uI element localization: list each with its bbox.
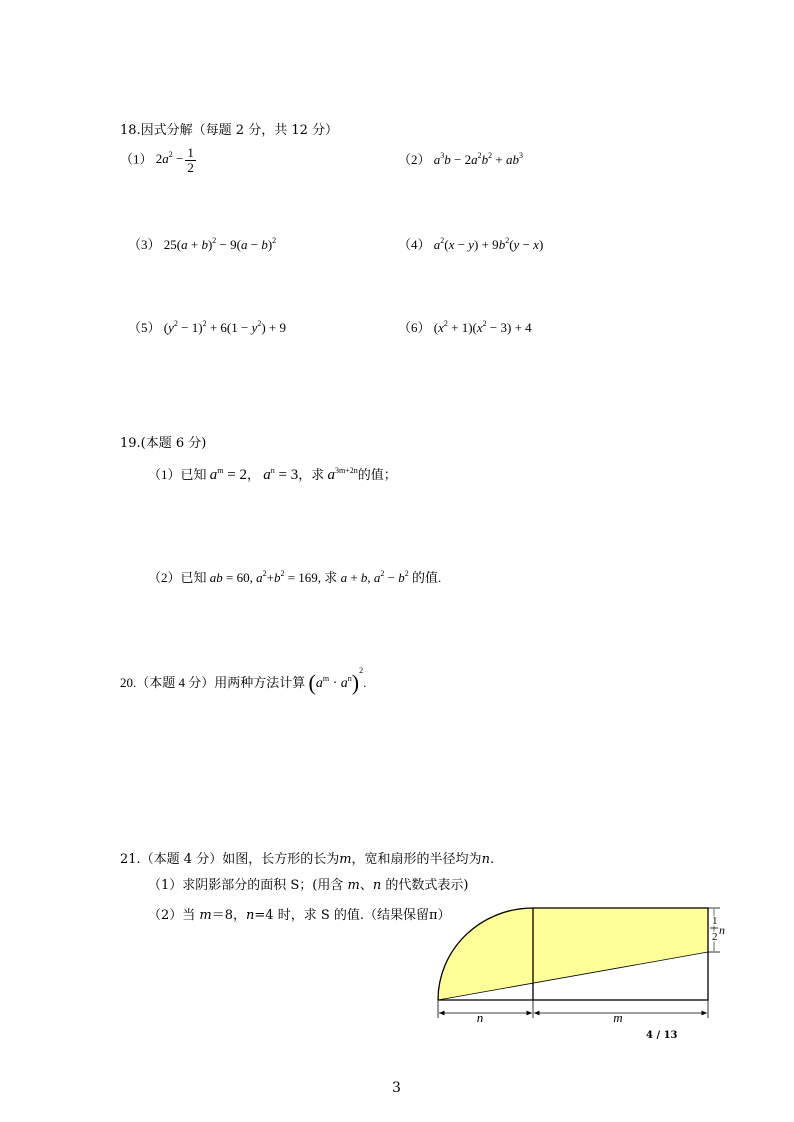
- q21-p1-a: （1）求阴影部分的面积 S；(用含: [148, 878, 344, 893]
- q20-end: .: [363, 675, 367, 690]
- q21-p2-c: =4 时，求 S 的值.（结果保留π）: [254, 908, 451, 923]
- q19-part-2: （2）已知 ab = 60, $a^2+b^2 = 169$, 求 a + b, $a^2 - b^2$ 的值.: [148, 569, 442, 585]
- q18-item-5: （5） $(y^2 - 1)^2 + 6(1 - y^2) + 9$: [128, 319, 287, 335]
- q19-p2-ask: 求: [324, 570, 338, 585]
- q19-title: 19.(本题 6 分): [120, 436, 207, 451]
- q21-title-c: .: [489, 852, 495, 867]
- half-num: 1: [712, 915, 718, 927]
- label-n: n: [476, 1010, 484, 1025]
- q21-p1-c: 的代数式表示): [385, 878, 469, 893]
- q18-item-6-label: （6）: [398, 320, 431, 335]
- q21-p2-m: m: [199, 908, 212, 923]
- q21-p2-n: n: [246, 908, 255, 923]
- q21-title: [120, 848, 494, 867]
- half-var: n: [719, 923, 725, 937]
- q18-item-2: （2） $a^3b - 2a^2b^2 + ab^3$: [398, 151, 523, 167]
- q21-p1-b: 、: [359, 878, 373, 893]
- q20-text: 20.（本题 4 分）用两种方法计算: [120, 675, 306, 690]
- q18-item-2-label: （2）: [398, 152, 431, 167]
- q21-title-a: 21.（本题 4 分）如图，长方形的长为: [120, 852, 340, 867]
- q21-var-n: n: [481, 852, 490, 867]
- q21-p1-n: n: [372, 878, 382, 893]
- page-number: 3: [392, 1080, 401, 1096]
- q19-p1-end: 的值；: [357, 467, 397, 482]
- q21-part-2: [148, 904, 451, 923]
- q18-item-4: （4） $a^2(x - y) + 9b^2(y - x)$: [398, 236, 544, 252]
- q18-item-3: （3） $25(a + b)^2 - 9(a - b)^2$: [128, 236, 277, 252]
- q21-p1-m: m: [347, 878, 360, 893]
- q21-p2-b: ＝8，: [211, 908, 247, 923]
- q18-item-4-label: （4）: [398, 237, 431, 252]
- q20-title: 20.（本题 4 分）用两种方法计算 $(a^m \cdot a^n)^2$.: [120, 666, 367, 695]
- q18-item-1: （1） $2a^2$ − $\frac{1}{2}$: [120, 145, 194, 175]
- q21-title-b: ，宽和扇形的半径均为: [351, 852, 482, 867]
- shaded-region: [438, 908, 708, 1000]
- q19-p1-sep: ，: [246, 467, 260, 482]
- q18-item-1-label: （1）: [120, 151, 153, 167]
- q19-p2-label: （2）已知: [148, 570, 207, 585]
- q21-p2-a: （2）当: [148, 908, 196, 923]
- q21-var-m: m: [339, 852, 352, 867]
- q18-title: 18.因式分解（每题 2 分，共 12 分）: [120, 123, 339, 138]
- half-den: 2: [712, 931, 718, 943]
- q19-p1-label: （1）已知: [148, 467, 207, 482]
- q19-part-1: （1）已知 $a^m = 2$， $a^n = 3$，求 $a^{3m+2n}$的值；: [148, 466, 397, 483]
- q19-p1-ask: ，求: [298, 467, 325, 482]
- q18-item-5-label: （5）: [128, 320, 161, 335]
- q21-part-1: [148, 874, 468, 893]
- q18-item-6: （6） $(x^2 + 1)(x^2 - 3) + 4$: [398, 319, 532, 335]
- q19-p2-end: 的值.: [412, 570, 442, 585]
- q21-figure: [430, 900, 730, 1030]
- label-m: m: [613, 1010, 623, 1025]
- q18-item-3-label: （3）: [128, 237, 161, 252]
- inner-page-number: 4 / 13: [646, 1030, 678, 1041]
